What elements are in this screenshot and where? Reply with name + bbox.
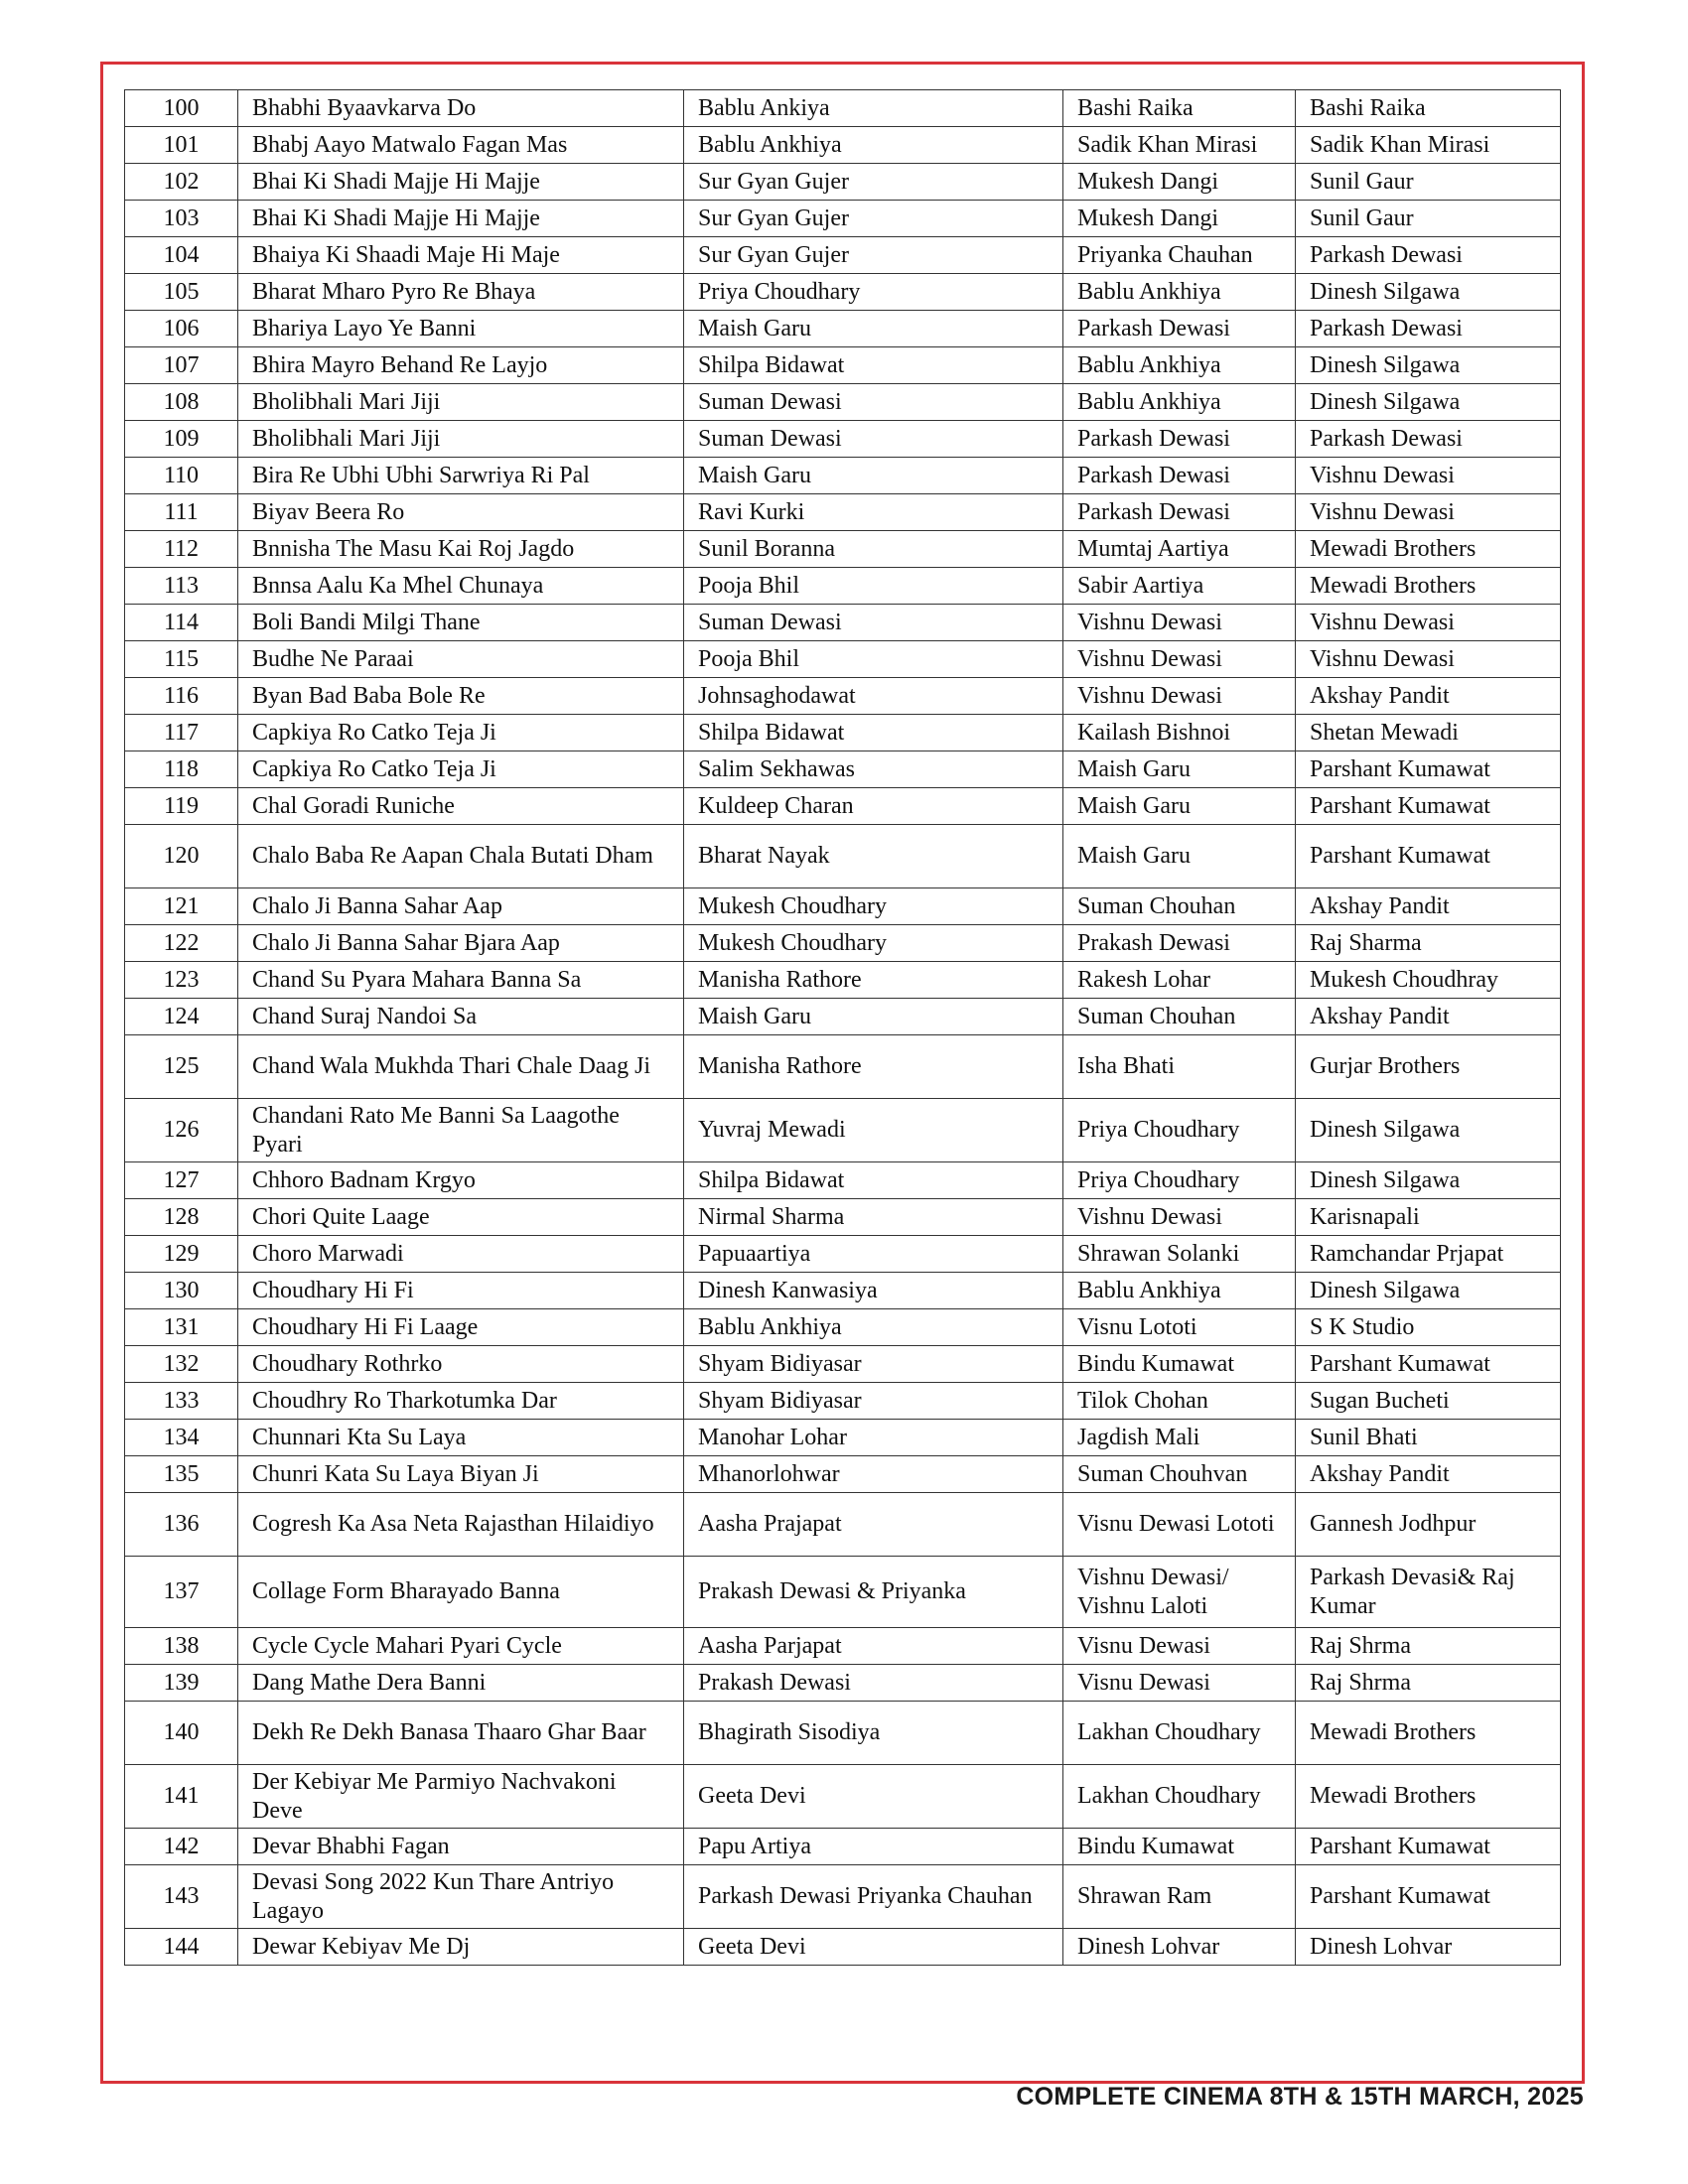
table-cell-song-title: Der Kebiyar Me Parmiyo Nachvakoni Deve [238,1765,684,1829]
table-cell-song-title: Cogresh Ka Asa Neta Rajasthan Hilaidiyo [238,1493,684,1557]
table-cell-singer: Shilpa Bidawat [684,715,1063,751]
table-cell-composer: Dinesh Silgawa [1296,1099,1561,1162]
table-cell-lyricist: Bindu Kumawat [1063,1829,1296,1865]
table-cell-song-title: Chand Su Pyara Mahara Banna Sa [238,962,684,999]
table-row [125,1273,1561,1309]
table-cell-singer: Bablu Ankhiya [684,127,1063,164]
table-cell-singer: Geeta Devi [684,1765,1063,1829]
table-cell-composer: Vishnu Dewasi [1296,605,1561,641]
table-cell-song-title: Collage Form Bharayado Banna [238,1557,684,1628]
table-cell-composer: Parkash Dewasi [1296,421,1561,458]
table-row [125,1628,1561,1665]
table-cell-song-title: Bira Re Ubhi Ubhi Sarwriya Ri Pal [238,458,684,494]
table-cell-song-title: Boli Bandi Milgi Thane [238,605,684,641]
table-cell-composer: Parshant Kumawat [1296,1346,1561,1383]
table-row [125,1099,1561,1162]
table-cell-song-title: Budhe Ne Paraai [238,641,684,678]
table-row [125,201,1561,237]
table-cell-song-title: Bhai Ki Shadi Majje Hi Majje [238,201,684,237]
table-cell-singer: Bhagirath Sisodiya [684,1702,1063,1765]
table-cell-song-title: Bhaiya Ki Shaadi Maje Hi Maje [238,237,684,274]
table-cell-lyricist: Maish Garu [1063,788,1296,825]
table-cell-row-number: 126 [125,1099,238,1162]
table-cell-composer: Dinesh Silgawa [1296,384,1561,421]
table-cell-song-title: Chand Wala Mukhda Thari Chale Daag Ji [238,1035,684,1099]
table-cell-lyricist: Mumtaj Aartiya [1063,531,1296,568]
table-cell-singer: Manisha Rathore [684,1035,1063,1099]
table-cell-composer: Ramchandar Prjapat [1296,1236,1561,1273]
table-cell-lyricist: Sabir Aartiya [1063,568,1296,605]
table-cell-lyricist: Mukesh Dangi [1063,201,1296,237]
table-cell-singer: Shilpa Bidawat [684,347,1063,384]
table-cell-song-title: Cycle Cycle Mahari Pyari Cycle [238,1628,684,1665]
table-row [125,1346,1561,1383]
table-cell-composer: Raj Shrma [1296,1665,1561,1702]
table-cell-lyricist: Priya Choudhary [1063,1162,1296,1199]
table-cell-song-title: Capkiya Ro Catko Teja Ji [238,751,684,788]
table-cell-row-number: 129 [125,1236,238,1273]
table-cell-composer: Sunil Gaur [1296,201,1561,237]
table-cell-row-number: 100 [125,90,238,127]
table-cell-row-number: 103 [125,201,238,237]
table-cell-composer: Parshant Kumawat [1296,751,1561,788]
table-cell-singer: Sur Gyan Gujer [684,201,1063,237]
table-cell-row-number: 135 [125,1456,238,1493]
table-row [125,925,1561,962]
table-cell-row-number: 120 [125,825,238,888]
table-cell-singer: Nirmal Sharma [684,1199,1063,1236]
table-cell-song-title: Choudhry Ro Tharkotumka Dar [238,1383,684,1420]
table-cell-singer: Sur Gyan Gujer [684,164,1063,201]
table-cell-composer: S K Studio [1296,1309,1561,1346]
table-row [125,164,1561,201]
table-cell-row-number: 132 [125,1346,238,1383]
table-row [125,1929,1561,1966]
table-cell-singer: Suman Dewasi [684,384,1063,421]
table-row [125,1665,1561,1702]
table-cell-lyricist: Bashi Raika [1063,90,1296,127]
table-cell-song-title: Bholibhali Mari Jiji [238,384,684,421]
table-cell-composer: Gannesh Jodhpur [1296,1493,1561,1557]
table-cell-composer: Akshay Pandit [1296,1456,1561,1493]
table-cell-lyricist: Maish Garu [1063,751,1296,788]
table-cell-row-number: 124 [125,999,238,1035]
table-cell-singer: Ravi Kurki [684,494,1063,531]
table-cell-lyricist: Visnu Dewasi Lototi [1063,1493,1296,1557]
table-cell-lyricist: Rakesh Lohar [1063,962,1296,999]
table-cell-composer: Akshay Pandit [1296,999,1561,1035]
table-cell-singer: Shyam Bidiyasar [684,1346,1063,1383]
table-cell-composer: Sunil Bhati [1296,1420,1561,1456]
table-cell-song-title: Dewar Kebiyav Me Dj [238,1929,684,1966]
table-cell-singer: Johnsaghodawat [684,678,1063,715]
table-row [125,90,1561,127]
table-cell-song-title: Dekh Re Dekh Banasa Thaaro Ghar Baar [238,1702,684,1765]
table-cell-singer: Sunil Boranna [684,531,1063,568]
table-cell-singer: Mukesh Choudhary [684,925,1063,962]
table-cell-row-number: 116 [125,678,238,715]
table-cell-lyricist: Suman Chouhan [1063,888,1296,925]
table-cell-row-number: 107 [125,347,238,384]
table-cell-lyricist: Dinesh Lohvar [1063,1929,1296,1966]
table-row [125,347,1561,384]
table-cell-composer: Sunil Gaur [1296,164,1561,201]
table-cell-singer: Papuaartiya [684,1236,1063,1273]
table-row [125,1199,1561,1236]
table-cell-song-title: Choudhary Hi Fi Laage [238,1309,684,1346]
table-row [125,1456,1561,1493]
table-cell-lyricist: Lakhan Choudhary [1063,1765,1296,1829]
table-cell-lyricist: Kailash Bishnoi [1063,715,1296,751]
table-cell-lyricist: Bablu Ankhiya [1063,347,1296,384]
table-cell-row-number: 125 [125,1035,238,1099]
table-cell-row-number: 110 [125,458,238,494]
table-cell-lyricist: Bablu Ankhiya [1063,1273,1296,1309]
table-row [125,825,1561,888]
table-cell-row-number: 128 [125,1199,238,1236]
table-cell-lyricist: Vishnu Dewasi [1063,641,1296,678]
table-cell-singer: Bablu Ankiya [684,90,1063,127]
table-row [125,1309,1561,1346]
table-cell-row-number: 121 [125,888,238,925]
table-cell-singer: Maish Garu [684,999,1063,1035]
table-cell-row-number: 123 [125,962,238,999]
table-cell-row-number: 138 [125,1628,238,1665]
table-cell-song-title: Bhabhi Byaavkarva Do [238,90,684,127]
table-cell-lyricist: Parkash Dewasi [1063,421,1296,458]
table-cell-song-title: Chalo Ji Banna Sahar Bjara Aap [238,925,684,962]
table-cell-song-title: Devasi Song 2022 Kun Thare Antriyo Lagayo [238,1865,684,1929]
table-row [125,458,1561,494]
table-cell-lyricist: Vishnu Dewasi/ Vishnu Laloti [1063,1557,1296,1628]
table-cell-song-title: Chunri Kata Su Laya Biyan Ji [238,1456,684,1493]
table-cell-singer: Yuvraj Mewadi [684,1099,1063,1162]
table-row [125,384,1561,421]
table-cell-singer: Pooja Bhil [684,568,1063,605]
table-cell-song-title: Bhira Mayro Behand Re Layjo [238,347,684,384]
table-cell-song-title: Choudhary Hi Fi [238,1273,684,1309]
table-row [125,1236,1561,1273]
table-cell-composer: Sadik Khan Mirasi [1296,127,1561,164]
table-cell-lyricist: Jagdish Mali [1063,1420,1296,1456]
table-cell-singer: Pooja Bhil [684,641,1063,678]
table-row [125,1383,1561,1420]
table-cell-song-title: Bharat Mharo Pyro Re Bhaya [238,274,684,311]
table-cell-row-number: 130 [125,1273,238,1309]
table-row [125,531,1561,568]
table-cell-lyricist: Shrawan Solanki [1063,1236,1296,1273]
table-cell-composer: Raj Shrma [1296,1628,1561,1665]
table-cell-singer: Aasha Prajapat [684,1493,1063,1557]
table-cell-song-title: Chori Quite Laage [238,1199,684,1236]
table-cell-row-number: 102 [125,164,238,201]
table-cell-song-title: Chhoro Badnam Krgyo [238,1162,684,1199]
table-cell-composer: Dinesh Silgawa [1296,1162,1561,1199]
table-cell-song-title: Bhariya Layo Ye Banni [238,311,684,347]
table-row [125,641,1561,678]
table-cell-row-number: 105 [125,274,238,311]
table-cell-composer: Gurjar Brothers [1296,1035,1561,1099]
table-cell-song-title: Biyav Beera Ro [238,494,684,531]
table-cell-composer: Bashi Raika [1296,90,1561,127]
table-cell-composer: Mewadi Brothers [1296,1702,1561,1765]
table-cell-song-title: Bnnsa Aalu Ka Mhel Chunaya [238,568,684,605]
table-row [125,1035,1561,1099]
table-cell-lyricist: Lakhan Choudhary [1063,1702,1296,1765]
table-cell-lyricist: Tilok Chohan [1063,1383,1296,1420]
table-cell-singer: Shyam Bidiyasar [684,1383,1063,1420]
table-row [125,1865,1561,1929]
table-cell-singer: Dinesh Kanwasiya [684,1273,1063,1309]
table-cell-song-title: Chalo Ji Banna Sahar Aap [238,888,684,925]
table-cell-song-title: Chandani Rato Me Banni Sa Laagothe Pyari [238,1099,684,1162]
table-cell-singer: Prakash Dewasi [684,1665,1063,1702]
table-cell-row-number: 139 [125,1665,238,1702]
table-cell-row-number: 106 [125,311,238,347]
table-cell-composer: Dinesh Silgawa [1296,347,1561,384]
table-cell-row-number: 112 [125,531,238,568]
table-row [125,1557,1561,1628]
table-row [125,888,1561,925]
table-cell-row-number: 104 [125,237,238,274]
table-cell-singer: Manohar Lohar [684,1420,1063,1456]
table-cell-lyricist: Vishnu Dewasi [1063,678,1296,715]
table-cell-row-number: 134 [125,1420,238,1456]
table-cell-lyricist: Maish Garu [1063,825,1296,888]
table-row [125,127,1561,164]
table-cell-row-number: 101 [125,127,238,164]
table-cell-singer: Bablu Ankhiya [684,1309,1063,1346]
table-cell-composer: Parkash Dewasi [1296,237,1561,274]
table-cell-row-number: 117 [125,715,238,751]
table-cell-row-number: 119 [125,788,238,825]
table-cell-singer: Kuldeep Charan [684,788,1063,825]
table-cell-row-number: 133 [125,1383,238,1420]
table-cell-lyricist: Shrawan Ram [1063,1865,1296,1929]
table-row [125,421,1561,458]
table-cell-composer: Parkash Dewasi [1296,311,1561,347]
table-cell-singer: Shilpa Bidawat [684,1162,1063,1199]
table-cell-lyricist: Prakash Dewasi [1063,925,1296,962]
footer-text: COMPLETE CINEMA 8TH & 15TH MARCH, 2025 [1016,2083,1584,2111]
table-cell-lyricist: Parkash Dewasi [1063,311,1296,347]
table-cell-composer: Parkash Devasi& Raj Kumar [1296,1557,1561,1628]
table-cell-composer: Mewadi Brothers [1296,531,1561,568]
table-cell-composer: Mukesh Choudhray [1296,962,1561,999]
table-cell-lyricist: Sadik Khan Mirasi [1063,127,1296,164]
table-row [125,274,1561,311]
table-cell-song-title: Dang Mathe Dera Banni [238,1665,684,1702]
table-cell-lyricist: Vishnu Dewasi [1063,605,1296,641]
table-row [125,494,1561,531]
table-cell-singer: Suman Dewasi [684,605,1063,641]
table-row [125,962,1561,999]
table-cell-composer: Akshay Pandit [1296,678,1561,715]
table-cell-row-number: 136 [125,1493,238,1557]
table-cell-row-number: 115 [125,641,238,678]
table-cell-row-number: 122 [125,925,238,962]
table-cell-composer: Vishnu Dewasi [1296,494,1561,531]
table-cell-composer: Mewadi Brothers [1296,1765,1561,1829]
table-cell-lyricist: Parkash Dewasi [1063,458,1296,494]
table-cell-row-number: 108 [125,384,238,421]
table-cell-lyricist: Bablu Ankhiya [1063,274,1296,311]
table-cell-singer: Salim Sekhawas [684,751,1063,788]
table-cell-composer: Shetan Mewadi [1296,715,1561,751]
table-cell-row-number: 140 [125,1702,238,1765]
table-cell-singer: Parkash Dewasi Priyanka Chauhan [684,1865,1063,1929]
table-cell-lyricist: Suman Chouhan [1063,999,1296,1035]
table-cell-composer: Vishnu Dewasi [1296,641,1561,678]
table-row [125,751,1561,788]
table-cell-composer: Parshant Kumawat [1296,825,1561,888]
table-cell-song-title: Capkiya Ro Catko Teja Ji [238,715,684,751]
table-row [125,788,1561,825]
table-cell-row-number: 144 [125,1929,238,1966]
table-row [125,678,1561,715]
table-cell-composer: Raj Sharma [1296,925,1561,962]
table-cell-song-title: Choro Marwadi [238,1236,684,1273]
table-row [125,715,1561,751]
table-cell-composer: Karisnapali [1296,1199,1561,1236]
table-cell-composer: Dinesh Lohvar [1296,1929,1561,1966]
table-row [125,605,1561,641]
table-cell-lyricist: Mukesh Dangi [1063,164,1296,201]
table-cell-row-number: 127 [125,1162,238,1199]
table-row [125,568,1561,605]
table-cell-composer: Vishnu Dewasi [1296,458,1561,494]
table-cell-composer: Parshant Kumawat [1296,1829,1561,1865]
table-cell-lyricist: Suman Chouhvan [1063,1456,1296,1493]
table-row [125,237,1561,274]
table-cell-song-title: Byan Bad Baba Bole Re [238,678,684,715]
table-cell-lyricist: Isha Bhati [1063,1035,1296,1099]
table-cell-row-number: 118 [125,751,238,788]
table-cell-row-number: 143 [125,1865,238,1929]
table-cell-lyricist: Vishnu Dewasi [1063,1199,1296,1236]
songs-table [124,89,1561,1966]
table-cell-singer: Manisha Rathore [684,962,1063,999]
table-row [125,1420,1561,1456]
table-cell-lyricist: Visnu Lototi [1063,1309,1296,1346]
table-row [125,1702,1561,1765]
table-cell-row-number: 137 [125,1557,238,1628]
table-cell-singer: Prakash Dewasi & Priyanka [684,1557,1063,1628]
table-cell-row-number: 114 [125,605,238,641]
table-cell-song-title: Bholibhali Mari Jiji [238,421,684,458]
table-cell-song-title: Chand Suraj Nandoi Sa [238,999,684,1035]
table-cell-song-title: Devar Bhabhi Fagan [238,1829,684,1865]
table-cell-singer: Mhanorlohwar [684,1456,1063,1493]
table-cell-row-number: 142 [125,1829,238,1865]
table-cell-song-title: Chalo Baba Re Aapan Chala Butati Dham [238,825,684,888]
table-cell-row-number: 111 [125,494,238,531]
table-cell-composer: Dinesh Silgawa [1296,274,1561,311]
table-row [125,999,1561,1035]
table-cell-singer: Geeta Devi [684,1929,1063,1966]
table-cell-lyricist: Priya Choudhary [1063,1099,1296,1162]
table-cell-lyricist: Priyanka Chauhan [1063,237,1296,274]
table-cell-lyricist: Bindu Kumawat [1063,1346,1296,1383]
table-cell-lyricist: Bablu Ankhiya [1063,384,1296,421]
table-cell-singer: Priya Choudhary [684,274,1063,311]
table-cell-row-number: 109 [125,421,238,458]
songs-table-body [125,90,1561,1966]
table-cell-song-title: Bhabj Aayo Matwalo Fagan Mas [238,127,684,164]
table-row [125,1162,1561,1199]
table-cell-composer: Akshay Pandit [1296,888,1561,925]
table-cell-singer: Aasha Parjapat [684,1628,1063,1665]
table-cell-song-title: Bnnisha The Masu Kai Roj Jagdo [238,531,684,568]
table-cell-song-title: Bhai Ki Shadi Majje Hi Majje [238,164,684,201]
table-row [125,1493,1561,1557]
table-cell-row-number: 131 [125,1309,238,1346]
table-cell-composer: Parshant Kumawat [1296,788,1561,825]
table-cell-composer: Parshant Kumawat [1296,1865,1561,1929]
table-cell-lyricist: Visnu Dewasi [1063,1665,1296,1702]
table-cell-singer: Maish Garu [684,311,1063,347]
table-cell-song-title: Choudhary Rothrko [238,1346,684,1383]
table-cell-singer: Sur Gyan Gujer [684,237,1063,274]
table-row [125,311,1561,347]
table-row [125,1829,1561,1865]
table-cell-row-number: 113 [125,568,238,605]
table-cell-song-title: Chal Goradi Runiche [238,788,684,825]
table-cell-singer: Suman Dewasi [684,421,1063,458]
table-cell-singer: Mukesh Choudhary [684,888,1063,925]
table-cell-composer: Mewadi Brothers [1296,568,1561,605]
table-row [125,1765,1561,1829]
table-cell-song-title: Chunnari Kta Su Laya [238,1420,684,1456]
table-cell-singer: Maish Garu [684,458,1063,494]
table-cell-singer: Papu Artiya [684,1829,1063,1865]
table-cell-composer: Dinesh Silgawa [1296,1273,1561,1309]
table-cell-lyricist: Visnu Dewasi [1063,1628,1296,1665]
table-cell-lyricist: Parkash Dewasi [1063,494,1296,531]
table-cell-row-number: 141 [125,1765,238,1829]
table-cell-composer: Sugan Bucheti [1296,1383,1561,1420]
table-cell-singer: Bharat Nayak [684,825,1063,888]
